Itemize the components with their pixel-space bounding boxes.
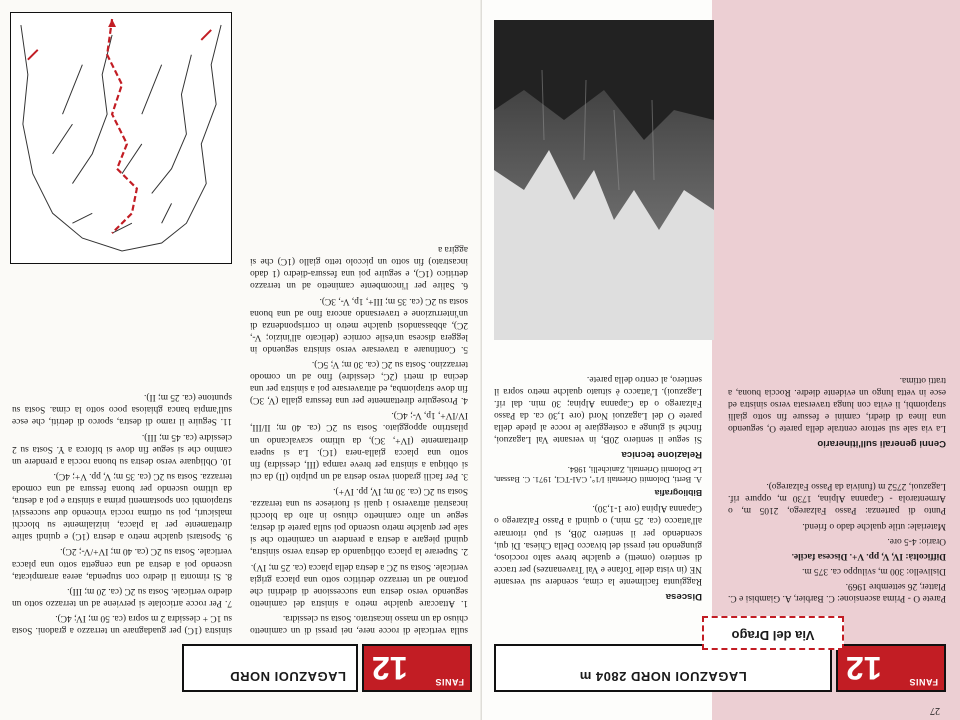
pitch-paragraph: 2. Superare la placca obliquando da destra verso sinistra, quindi piegare a destra a prendere un caminetto che si sale per qualche metro uscendo poi sulla parete di destra; segue un altro caminetto chiuso in alto da blocchi incastrati attraverso i quali si fuoriesce su una terrazza. Sosta su 2C (ca. 30 m; IV, pp. IV+).: [250, 485, 468, 557]
biblio-heading: Bibliografia: [654, 488, 702, 499]
info-paragraph: Punto di partenza: Passo Falzarego, 2105 m, o Armentarola - Capanna Alpina, 1730 m, oppure rif. Lagazuoi, 2752 m (funivia da Passo Falzarego).: [728, 481, 946, 516]
page-a: [480, 0, 960, 720]
route-topo-icon: [11, 13, 231, 263]
route-number: 12: [372, 650, 408, 686]
route-topo: [10, 12, 232, 264]
info-paragraph: Dislivello: 300 m, sviluppo ca. 375 m.: [801, 565, 946, 576]
info-paragraph: Parete O - Prima ascensione: C. Barbier, A. Giambisi e C. Platter, 26 settembre 1969.: [728, 580, 946, 603]
info-box-background: [712, 0, 960, 720]
info-paragraph: Materiale: utile qualche dado o friend.: [802, 520, 946, 531]
pitch-paragraph: 8. Si rimonta il diedro con stupenda, aerea arrampicata, uscendo poi a destra ad una cengetta sotto una placca verticale. Sosta su 2C (ca. 40 m; IV+/V-; 2C).: [12, 546, 232, 581]
pitch-paragraph: 7. Per rocce articolate si perviene ad un terrazzo sotto un diedro verticale. Sosta su 2C (ca. 20 m; III).: [12, 585, 232, 608]
mountain-photo-icon: [494, 20, 714, 340]
pitch-column-2: [12, 388, 232, 636]
tech-text: Si segue il sentiero 20B, in versante Val Lagazuoi, finché si giunge a costeggiare le rocce al piede della parete O del Lagazuoi Nord (ore 1,30 ca. da Passo Falzarego o da Capanna Alpina; 30 min. dal rif. Lagazuoi). L'attacco è situato qualche metro sopra il sentiero, al centro della parete.: [494, 373, 702, 445]
route-number: 12: [846, 650, 882, 686]
zone-badge: [362, 644, 472, 692]
descent-column: [494, 370, 702, 604]
title-bar: [182, 644, 358, 692]
general-text: La via sale sul settore centrale della parete O, seguendo una linea di diedri, camini e fessure fin sotto gialli strapiombi, li evita con lunga traversata verso sinistra ed esce in vetta lungo un evidente diedre. Roccia buona, a tratti ottima.: [728, 374, 946, 434]
descent-heading: Discesa: [665, 591, 702, 602]
page-number: 27: [930, 705, 940, 716]
route-header: [494, 644, 946, 692]
pitch-column-1: [250, 240, 468, 636]
route-header-b: [222, 644, 472, 692]
peak-title: LAGAZUOI NORD: [229, 669, 346, 684]
pitch-paragraph: sinistra (1C) per guadagnare un terrazzo a gradoni. Sosta su 1C + clessidra 2 m sopra (ca. 50 m; IV; 4C).: [12, 612, 232, 635]
peak-title: LAGAZUOI NORD 2804 m: [579, 669, 747, 684]
info-paragraph: Orario: 4-5 ore.: [887, 535, 946, 546]
info-paragraph: Difficoltà: IV, V, pp. V+. Discesa facile.: [791, 550, 946, 561]
tech-heading: Relazione tecnica: [621, 449, 702, 461]
zone-label: FANIS: [434, 677, 464, 687]
pitch-paragraph: 10. Obliquare verso destra su buona roccia a prendere un camino che si segue fin dove si biforca a Y. Sosta su 2 clessidre (ca. 45 m; III).: [12, 431, 232, 466]
pitch-paragraph: 9. Spostarsi qualche metro a destra (1C) e quindi salire direttamente per la placca, inizialmente su blocchi malsicuri, poi su ottima roccia vincendo due successivi strapiombi con spostamenti prima a sinistra e poi a destra, da ultimo uscendo per buona fessura ad una comoda terrazza. Sosta su 2C (ca. 35 m; V, pp. V+; 4C).: [12, 470, 232, 542]
pitch-paragraph: 3. Per facili gradoni verso destra ad un pulpito (II) da cui si obliqua a sinistra per breve rampa (III, clessidra) fin sotto una placca gialla-nera (1C). La si supera direttamente (IV+, 3C), da ultimo scavalcando un pilastrino appoggiato. Sosta su 2C (ca. 40 m; II/III, IV/IV+, 1p, V-; 4C).: [250, 410, 468, 481]
title-bar: [494, 644, 832, 692]
route-name-box: Via del Drago: [702, 616, 844, 650]
zone-badge: [836, 644, 946, 692]
biblio-text: A. Berti, Dolomiti Orientali I/1°, CAI-TCI, 1971. C. Bassan, Le Dolomiti Orientali, Zanichelli, 1984.: [494, 464, 702, 485]
pitch-paragraph: 4. Proseguire direttamente per una fessura gialla (V, 3C) fin dove strapiomba, ed attraversare poi a sinistra per una decina di metri (2C, clessidre) fino ad un comodo terrazzino. Sosta su 2C (ca. 30 m; V; 5C).: [250, 359, 468, 406]
pitch-paragraph: 5. Continuare a traversare verso sinistra seguendo in leggera discesa un'esile cornice (delicato all'inizio; V-, 2C), abbassandosi qualche metro in corrispondenza di un'interruzione e traversando ancora fino ad una buona sosta su 2C (ca. 35 m; III+, 1p, V-, 3C).: [250, 295, 468, 354]
mountain-photo: [494, 20, 714, 340]
pitch-paragraph: 6. Salire per l'incombente caminetto ad un terrazzo detritico (1C), e seguire poi una fessura-diedro (1 dado incastrato) fin sotto un piccolo tetto giallo (1C) che si aggira a: [250, 244, 468, 291]
descent-text: Raggiunta facilmente la cima, scendere sul versante NE (in vista delle Tofane e Val Travenanzes) per tracce di sentiero (ometti) e qualche breve salto roccioso, giungendo nei pressi del bivacco Della Chiesa. Di qui, scendendo per il sentiero 20B, si può ritornare all'attacco (ca. 25 min.) o quindi a Passo Falzarego o Capanna Alpina (ore 1-1,30).: [494, 503, 702, 586]
zone-label: FANIS: [908, 677, 938, 687]
pitch-paragraph: 11. Seguire il ramo di destra, sporco di detriti, che esce sull'ampia banca ghiaiosa poco sotto la cima. Sosta su spuntone (ca. 25 m; II).: [12, 392, 232, 427]
pitch-paragraph: sulla verticale di rocce nere, nei pressi di un caminetto chiuso da un masso incastrato. Sosta su clessidra.: [250, 612, 468, 635]
general-heading: Cenni generali sull'itinerario: [817, 438, 946, 450]
info-column: [728, 371, 946, 604]
pitch-paragraph: 1. Attaccare qualche metro a sinistra del caminetto seguendo verso destra una successione di diedrini che portano ad un terrazzo detritico sotto una placca grigia verticale. Sosta su 2C a destra della placca (ca. 25 m; IV).: [250, 561, 468, 608]
